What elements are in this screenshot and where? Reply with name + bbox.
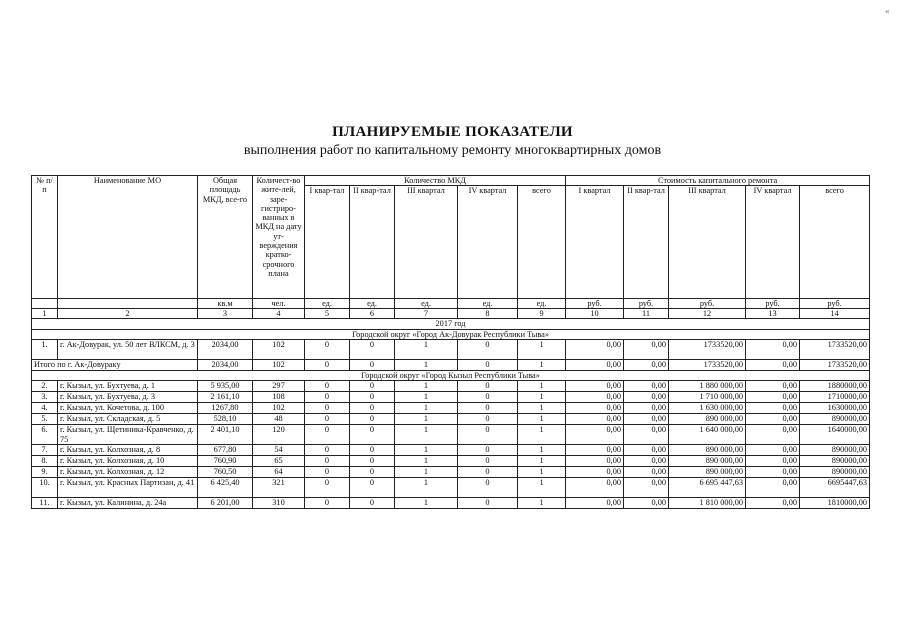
- header-area: Общая площадь МКД, все-го: [198, 176, 253, 299]
- row-q1: 0: [305, 403, 350, 414]
- row-q3: 1: [395, 478, 458, 498]
- header-cost-total: всего: [800, 186, 870, 299]
- table-row: [32, 425, 870, 445]
- header-residents: Количест-во жите-лей, заре-гистриро-ванных в МКД на дату ут-верждения кратко-срочного плана: [253, 176, 305, 299]
- header-count-q2: II квар-тал: [350, 186, 395, 299]
- row-q2: 0: [350, 498, 395, 509]
- column-number: 10: [566, 309, 624, 319]
- row-q1: 0: [305, 414, 350, 425]
- row-total: 1: [518, 456, 566, 467]
- row-c1: 0,00: [566, 392, 624, 403]
- row-q2: 0: [350, 478, 395, 498]
- row-area: 677,80: [198, 445, 253, 456]
- header-num: № п/п: [32, 176, 58, 299]
- row-ctotal: 890000,00: [800, 445, 870, 456]
- column-number: 12: [669, 309, 746, 319]
- total-total: 1: [518, 360, 566, 371]
- row-c4: 0,00: [746, 381, 800, 392]
- row-c2: 0,00: [624, 445, 669, 456]
- unit-cell: ед.: [458, 299, 518, 309]
- row-area: 760,50: [198, 467, 253, 478]
- row-ctotal: 890000,00: [800, 414, 870, 425]
- row-c2: 0,00: [624, 414, 669, 425]
- table-row: [32, 498, 870, 509]
- row-c2: 0,00: [624, 456, 669, 467]
- row-area: 5 935,00: [198, 381, 253, 392]
- row-c2: 0,00: [624, 467, 669, 478]
- document-subtitle: выполнения работ по капитальному ремонту многоквартирных домов: [243, 143, 662, 158]
- row-ctotal: 1710000,00: [800, 392, 870, 403]
- row-q3: 1: [395, 498, 458, 509]
- row-q3: 1: [395, 445, 458, 456]
- row-name: г. Кызыл, ул. Щетиника-Кравченко, д. 75: [58, 425, 198, 445]
- row-q3: 1: [395, 392, 458, 403]
- total-c3: 1733520,00: [669, 360, 746, 371]
- row-c2: 0,00: [624, 403, 669, 414]
- header-name: Наименование МО: [58, 176, 198, 299]
- row-q2: 0: [350, 445, 395, 456]
- header-count-total: всего: [518, 186, 566, 299]
- row-q1: 0: [305, 381, 350, 392]
- header-group-cost: Стоимость капитального ремонта: [566, 176, 870, 186]
- row-number: 5.: [32, 414, 58, 425]
- row-q2: 0: [350, 425, 395, 445]
- unit-cell: ед.: [518, 299, 566, 309]
- row-name: г. Кызыл, ул. Бухтуева, д. 3: [58, 392, 198, 403]
- row-c2: 0,00: [624, 498, 669, 509]
- row-q4: 0: [458, 445, 518, 456]
- header-count-q4: IV квартал: [458, 186, 518, 299]
- table-row: [32, 414, 870, 425]
- row-q2: 0: [350, 381, 395, 392]
- row-q2: 0: [350, 340, 395, 360]
- row-c4: 0,00: [746, 392, 800, 403]
- row-q3: 1: [395, 425, 458, 445]
- row-c4: 0,00: [746, 403, 800, 414]
- row-c3: 1733520,00: [669, 340, 746, 360]
- unit-cell: ед.: [395, 299, 458, 309]
- row-c3: 890 000,00: [669, 467, 746, 478]
- row-area: 760,90: [198, 456, 253, 467]
- row-number: 7.: [32, 445, 58, 456]
- row-number: 4.: [32, 403, 58, 414]
- row-area: 2 401,10: [198, 425, 253, 445]
- total-q1: 0: [305, 360, 350, 371]
- corner-mark: «: [885, 6, 890, 16]
- row-q4: 0: [458, 340, 518, 360]
- row-q1: 0: [305, 340, 350, 360]
- row-name: г. Кызыл, ул. Колхозная, д. 12: [58, 467, 198, 478]
- row-q2: 0: [350, 456, 395, 467]
- section-title: Городской округ «Город Ак-Довурак Республики Тыва»: [32, 330, 870, 340]
- row-number: 9.: [32, 467, 58, 478]
- header-cost-q3: III квартал: [669, 186, 746, 299]
- row-q2: 0: [350, 414, 395, 425]
- row-ctotal: 1630000,00: [800, 403, 870, 414]
- row-c2: 0,00: [624, 381, 669, 392]
- row-number: 11.: [32, 498, 58, 509]
- column-number: 14: [800, 309, 870, 319]
- header-cost-q2: II квар-тал: [624, 186, 669, 299]
- total-q3: 1: [395, 360, 458, 371]
- unit-cell: ед.: [305, 299, 350, 309]
- row-total: 1: [518, 340, 566, 360]
- row-c3: 890 000,00: [669, 414, 746, 425]
- row-q3: 1: [395, 467, 458, 478]
- row-c3: 890 000,00: [669, 456, 746, 467]
- row-name: г. Кызыл, ул. Складская, д. 5: [58, 414, 198, 425]
- row-name: г. Кызыл, ул. Красных Партизан, д. 41: [58, 478, 198, 498]
- row-q3: 1: [395, 340, 458, 360]
- row-ctotal: 1733520,00: [800, 340, 870, 360]
- row-c1: 0,00: [566, 381, 624, 392]
- row-ctotal: 890000,00: [800, 467, 870, 478]
- row-name: г. Кызыл, ул. Кочетова, д. 100: [58, 403, 198, 414]
- section-row: [32, 330, 870, 340]
- row-ctotal: 1640000,00: [800, 425, 870, 445]
- row-c4: 0,00: [746, 414, 800, 425]
- column-number: 11: [624, 309, 669, 319]
- row-c3: 1 880 000,00: [669, 381, 746, 392]
- row-c3: 1 640 000,00: [669, 425, 746, 445]
- row-c1: 0,00: [566, 340, 624, 360]
- total-c2: 0,00: [624, 360, 669, 371]
- row-q1: 0: [305, 425, 350, 445]
- row-c4: 0,00: [746, 498, 800, 509]
- row-residents: 54: [253, 445, 305, 456]
- row-c3: 1 810 000,00: [669, 498, 746, 509]
- row-c2: 0,00: [624, 478, 669, 498]
- row-c4: 0,00: [746, 456, 800, 467]
- row-c4: 0,00: [746, 425, 800, 445]
- row-ctotal: 6695447,63: [800, 478, 870, 498]
- table-row: [32, 340, 870, 360]
- total-q2: 0: [350, 360, 395, 371]
- unit-cell: кв.м: [198, 299, 253, 309]
- total-row: [32, 360, 870, 371]
- row-q4: 0: [458, 456, 518, 467]
- total-residents: 102: [253, 360, 305, 371]
- table-row: [32, 467, 870, 478]
- unit-cell: ед.: [350, 299, 395, 309]
- row-q4: 0: [458, 414, 518, 425]
- capital-repair-table: [31, 175, 870, 509]
- row-c3: 890 000,00: [669, 445, 746, 456]
- table-row: [32, 392, 870, 403]
- row-q1: 0: [305, 456, 350, 467]
- row-q1: 0: [305, 467, 350, 478]
- column-number: 13: [746, 309, 800, 319]
- unit-cell: чел.: [253, 299, 305, 309]
- row-c2: 0,00: [624, 392, 669, 403]
- unit-cell: руб.: [566, 299, 624, 309]
- row-number: 6.: [32, 425, 58, 445]
- row-q2: 0: [350, 467, 395, 478]
- row-residents: 102: [253, 403, 305, 414]
- total-label: Итого по г. Ак-Довураку: [32, 360, 198, 371]
- row-total: 1: [518, 467, 566, 478]
- row-c1: 0,00: [566, 445, 624, 456]
- row-area: 2034,00: [198, 340, 253, 360]
- row-q1: 0: [305, 478, 350, 498]
- row-q4: 0: [458, 425, 518, 445]
- table-row: [32, 381, 870, 392]
- row-ctotal: 1880000,00: [800, 381, 870, 392]
- row-residents: 102: [253, 340, 305, 360]
- total-area: 2034,00: [198, 360, 253, 371]
- header-cost-q4: IV квартал: [746, 186, 800, 299]
- row-name: г. Кызыл, ул. Бухтуева, д. 1: [58, 381, 198, 392]
- unit-cell: руб.: [669, 299, 746, 309]
- row-c4: 0,00: [746, 445, 800, 456]
- unit-cell: руб.: [624, 299, 669, 309]
- column-number: 5: [305, 309, 350, 319]
- row-q3: 1: [395, 403, 458, 414]
- units-row: [32, 299, 870, 309]
- row-area: 6 201,00: [198, 498, 253, 509]
- section-row: [32, 371, 870, 381]
- row-q1: 0: [305, 392, 350, 403]
- row-total: 1: [518, 381, 566, 392]
- row-residents: 297: [253, 381, 305, 392]
- total-ctotal: 1733520,00: [800, 360, 870, 371]
- column-number: 3: [198, 309, 253, 319]
- row-area: 2 161,10: [198, 392, 253, 403]
- row-q4: 0: [458, 381, 518, 392]
- section-title: Городской округ «Город Кызыл Республики Тыва»: [32, 371, 870, 381]
- row-q1: 0: [305, 498, 350, 509]
- row-q2: 0: [350, 403, 395, 414]
- header-cost-q1: I квартал: [566, 186, 624, 299]
- row-c1: 0,00: [566, 467, 624, 478]
- row-number: 10.: [32, 478, 58, 498]
- row-area: 6 425,40: [198, 478, 253, 498]
- row-total: 1: [518, 414, 566, 425]
- row-total: 1: [518, 445, 566, 456]
- row-area: 1267,80: [198, 403, 253, 414]
- row-q2: 0: [350, 392, 395, 403]
- column-number: 8: [458, 309, 518, 319]
- row-residents: 321: [253, 478, 305, 498]
- row-c4: 0,00: [746, 340, 800, 360]
- row-q4: 0: [458, 467, 518, 478]
- row-name: г. Кызыл, ул. Колхозная, д. 10: [58, 456, 198, 467]
- total-q4: 0: [458, 360, 518, 371]
- unit-cell: руб.: [800, 299, 870, 309]
- row-c1: 0,00: [566, 456, 624, 467]
- row-q1: 0: [305, 445, 350, 456]
- row-residents: 48: [253, 414, 305, 425]
- total-c4: 0,00: [746, 360, 800, 371]
- row-c1: 0,00: [566, 498, 624, 509]
- row-c1: 0,00: [566, 403, 624, 414]
- row-area: 528,10: [198, 414, 253, 425]
- row-q3: 1: [395, 456, 458, 467]
- row-c4: 0,00: [746, 478, 800, 498]
- row-c2: 0,00: [624, 340, 669, 360]
- header-group-count: Количество МКД: [305, 176, 566, 186]
- row-number: 1.: [32, 340, 58, 360]
- row-total: 1: [518, 425, 566, 445]
- column-number: 2: [58, 309, 198, 319]
- column-number: 1: [32, 309, 58, 319]
- row-total: 1: [518, 478, 566, 498]
- row-residents: 65: [253, 456, 305, 467]
- header-count-q1: I квар-тал: [305, 186, 350, 299]
- unit-cell: руб.: [746, 299, 800, 309]
- row-q4: 0: [458, 403, 518, 414]
- row-q4: 0: [458, 392, 518, 403]
- row-residents: 108: [253, 392, 305, 403]
- row-c2: 0,00: [624, 425, 669, 445]
- row-c1: 0,00: [566, 425, 624, 445]
- row-residents: 310: [253, 498, 305, 509]
- total-c1: 0,00: [566, 360, 624, 371]
- column-number: 7: [395, 309, 458, 319]
- row-name: г. Ак-Довурак, ул. 50 лет ВЛКСМ, д. 3: [58, 340, 198, 360]
- row-q4: 0: [458, 478, 518, 498]
- column-number: 4: [253, 309, 305, 319]
- column-numbers-row: [32, 309, 870, 319]
- row-number: 8.: [32, 456, 58, 467]
- row-number: 3.: [32, 392, 58, 403]
- table-row: [32, 456, 870, 467]
- year-row: [32, 319, 870, 330]
- column-number: 6: [350, 309, 395, 319]
- row-residents: 64: [253, 467, 305, 478]
- row-c1: 0,00: [566, 478, 624, 498]
- row-c4: 0,00: [746, 467, 800, 478]
- row-c3: 6 695 447,63: [669, 478, 746, 498]
- row-ctotal: 890000,00: [800, 456, 870, 467]
- row-total: 1: [518, 392, 566, 403]
- column-number: 9: [518, 309, 566, 319]
- row-c3: 1 630 000,00: [669, 403, 746, 414]
- row-q3: 1: [395, 381, 458, 392]
- row-name: г. Кызыл, ул. Калинина, д. 24а: [58, 498, 198, 509]
- table-row: [32, 403, 870, 414]
- header-count-q3: III квартал: [395, 186, 458, 299]
- table-row: [32, 478, 870, 498]
- row-q4: 0: [458, 498, 518, 509]
- row-ctotal: 1810000,00: [800, 498, 870, 509]
- row-number: 2.: [32, 381, 58, 392]
- table-row: [32, 445, 870, 456]
- year-label: 2017 год: [32, 319, 870, 330]
- row-name: г. Кызыл, ул. Колхозная, д. 8: [58, 445, 198, 456]
- row-residents: 120: [253, 425, 305, 445]
- row-total: 1: [518, 498, 566, 509]
- document-title: ПЛАНИРУЕМЫЕ ПОКАЗАТЕЛИ: [332, 124, 573, 140]
- row-c3: 1 710 000,00: [669, 392, 746, 403]
- row-q3: 1: [395, 414, 458, 425]
- row-c1: 0,00: [566, 414, 624, 425]
- row-total: 1: [518, 403, 566, 414]
